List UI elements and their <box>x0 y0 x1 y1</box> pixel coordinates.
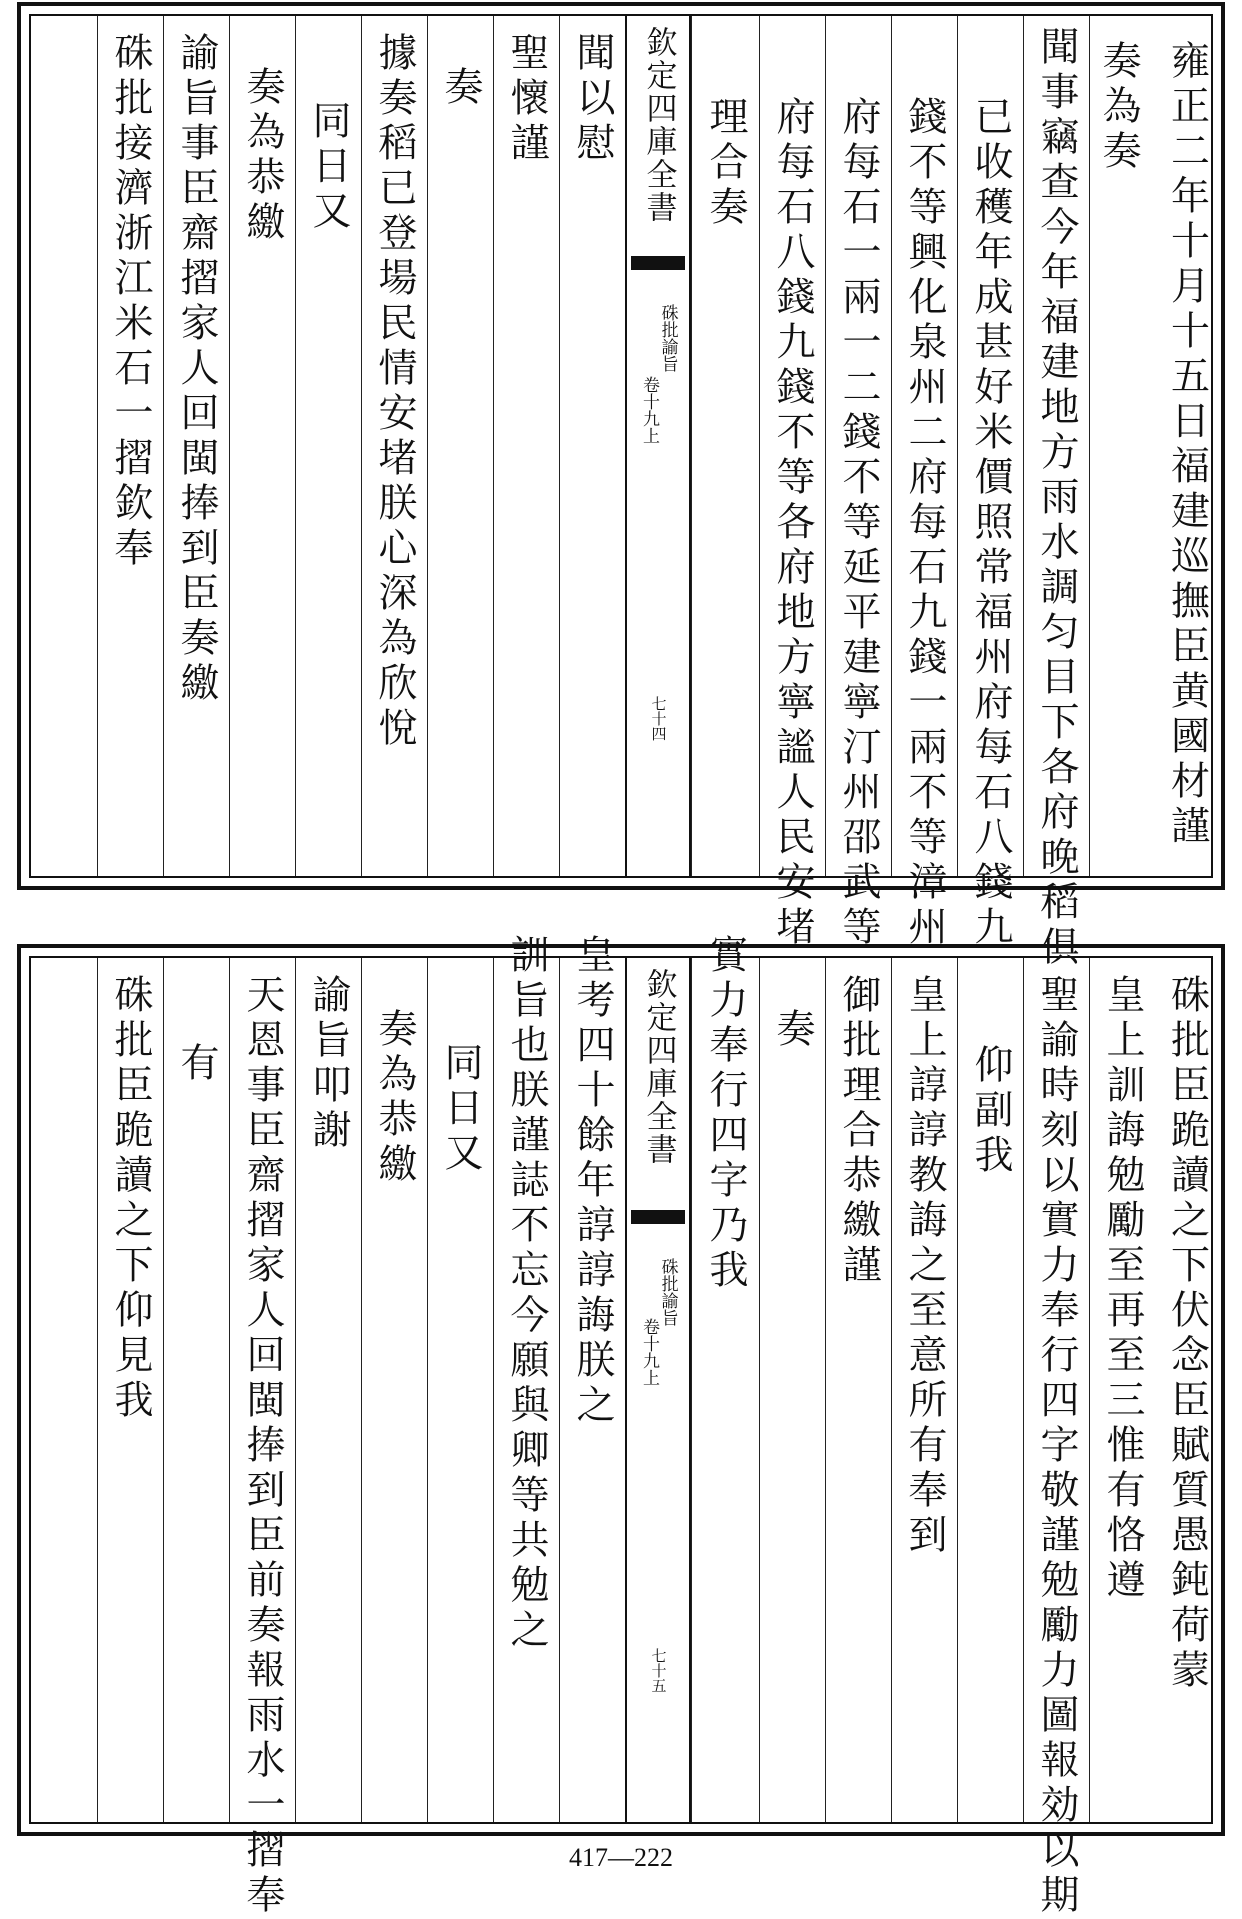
text-column: 奏 <box>438 66 483 111</box>
book-title: 欽定四庫全書 <box>640 26 677 224</box>
bottom-col-l1 <box>559 934 625 1822</box>
top-page-frame <box>17 2 1225 971</box>
bottom-col-r7 <box>759 958 825 1822</box>
volume-label: 卷十九上 <box>639 376 659 444</box>
scan-page-id: 417—222 <box>569 1843 673 1872</box>
text-column: 諭旨事臣齋摺家人回閩捧到臣奏繳 <box>174 32 219 707</box>
bottom-col-r1 <box>1155 958 1219 1822</box>
text-column: 雍正二年十月十五日福建巡撫臣黄國材謹 <box>1164 40 1210 850</box>
text-column: 硃批接濟浙江米石一摺欽奉 <box>108 32 153 572</box>
text-column: 皇上諄諄教誨之至意所有奉到 <box>902 974 947 1559</box>
text-column: 同日又 <box>438 1042 483 1177</box>
text-column: 奏 <box>770 1008 815 1053</box>
top-col-r1 <box>1155 16 1219 876</box>
top-col-l2 <box>493 16 559 876</box>
top-col-l5 <box>295 16 361 876</box>
bottom-col-l8 <box>97 958 163 1822</box>
top-col-r8 <box>691 16 759 876</box>
top-col-l3 <box>427 16 493 876</box>
text-column: 府每石一兩一二錢不等延平建寧汀州邵武等 <box>836 96 881 951</box>
text-column: 府每石八錢九錢不等各府地方寧謐人民安堵 <box>770 96 815 951</box>
text-column: 錢不等興化泉州二府每石九錢一兩不等漳州 <box>902 96 947 951</box>
bottom-col-r2 <box>1089 958 1155 1822</box>
top-gutter <box>625 16 691 876</box>
text-column: 實力奉行四字乃我 <box>703 934 748 1294</box>
volume-label: 卷十九上 <box>639 1318 659 1386</box>
bottom-col-r4 <box>957 958 1023 1822</box>
top-col-l7 <box>163 16 229 876</box>
text-column: 同日又 <box>306 100 351 235</box>
fish-tail-mark <box>631 1210 685 1224</box>
bottom-col-r8 <box>691 934 759 1822</box>
text-column: 聖諭時刻以實力奉行四字敬謹勉勵力圖報効以期 <box>1034 974 1079 1919</box>
bottom-col-l2 <box>493 934 559 1822</box>
fish-tail-mark <box>631 256 685 270</box>
text-column: 理合奏 <box>703 96 748 231</box>
bottom-col-r6 <box>825 958 891 1822</box>
top-col-r4 <box>957 16 1023 951</box>
text-column: 訓旨也朕謹誌不忘今願與卿等共勉之 <box>504 934 549 1654</box>
bottom-col-l7 <box>163 958 229 1822</box>
text-column: 聞事竊查今年福建地方雨水調匀目下各府晚稻俱 <box>1034 26 1079 971</box>
text-column: 硃批臣跪讀之下仰見我 <box>108 974 153 1424</box>
top-page-body <box>29 14 1213 971</box>
top-col-r5 <box>891 16 957 951</box>
text-column: 硃批臣跪讀之下伏念臣賦質愚鈍荷蒙 <box>1164 974 1210 1694</box>
text-column: 聖懷謹 <box>504 32 549 167</box>
text-column: 據奏稻已登場民情安堵朕心深為欣悅 <box>372 32 417 752</box>
text-column: 奏為恭繳 <box>372 1008 417 1188</box>
bottom-col-l4 <box>361 958 427 1822</box>
book-subtitle: 硃批諭旨 <box>657 304 678 372</box>
top-col-r2 <box>1089 16 1155 876</box>
text-column: 天恩事臣齋摺家人回閩捧到臣前奏報雨水一摺奉 <box>240 974 285 1919</box>
top-col-r7 <box>759 16 825 951</box>
text-column: 聞以慰 <box>570 32 615 167</box>
top-col-r6 <box>825 16 891 951</box>
bottom-col-r3 <box>1023 958 1089 1919</box>
bottom-gutter <box>625 958 691 1822</box>
text-column: 皇考四十餘年諄諄誨朕之 <box>570 934 615 1429</box>
text-column: 有 <box>174 1042 219 1087</box>
page-number: 七十四 <box>649 696 668 741</box>
bottom-col-r5 <box>891 958 957 1822</box>
top-col-l1 <box>559 16 625 876</box>
top-col-l8 <box>97 16 163 876</box>
bottom-col-l3 <box>427 958 493 1822</box>
top-col-r3 <box>1023 16 1089 971</box>
text-column: 仰副我 <box>968 1044 1013 1179</box>
page-number: 七十五 <box>649 1648 668 1693</box>
top-col-l6 <box>229 16 295 876</box>
text-column: 皇上訓誨勉勵至再至三惟有恪遵 <box>1100 974 1145 1604</box>
text-column: 御批理合恭繳謹 <box>836 974 881 1289</box>
text-column: 諭旨叩謝 <box>306 974 351 1154</box>
bottom-col-l6 <box>229 958 295 1919</box>
text-column: 奏為恭繳 <box>240 66 285 246</box>
text-column: 已收穫年成甚好米價照常福州府每石八錢九 <box>968 96 1013 951</box>
bottom-col-l5 <box>295 958 361 1822</box>
book-title: 欽定四庫全書 <box>640 968 677 1166</box>
text-column: 奏為奏 <box>1096 40 1142 175</box>
top-col-l4 <box>361 16 427 876</box>
book-subtitle: 硃批諭旨 <box>657 1258 678 1326</box>
